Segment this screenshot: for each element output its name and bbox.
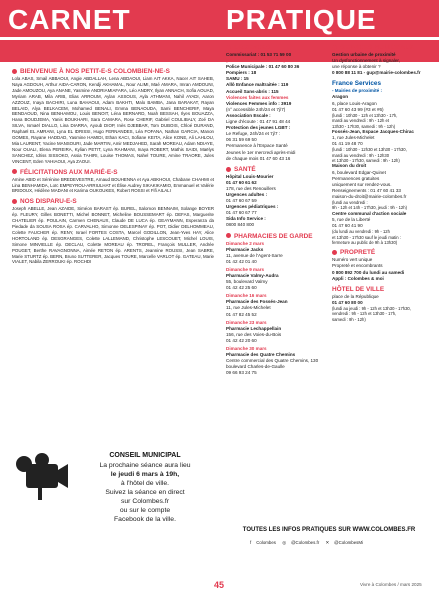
list-item [226,346,328,376]
list-item: 01 47 60 61 62 [226,179,257,185]
conseil-text: ou sur le compte [119,507,171,514]
list-item: (lundi au vendredi : [332,200,368,206]
pharmacy-phone: 01 42 42 20 60 [226,337,257,343]
list-item: 178, rue des Renouillers [226,185,276,191]
list-item: 01 47 60 67 77 [226,210,257,216]
hotel-de-ville-heading: HÔTEL DE VILLE [332,285,385,293]
social-link[interactable]: Colombes [256,540,277,545]
list-item: Numéro vert unique [332,257,373,263]
pharmacy-address: 55, boulevard Valmy [226,279,268,285]
list-item: 1, rue Jules-Michelet [332,135,375,141]
list-item: (n° accessible 24h/24 et 7j/7) [226,106,286,112]
pharmacy-name: Pharmacie des Fossés-Jean [226,299,288,305]
pharmacy-date: Dimanche 30 mars [226,346,267,352]
france-services-heading: France Services [332,80,382,88]
pharmacy-address: 11, rue Jules-Michelet [226,305,271,311]
page-number: 45 [214,580,225,590]
list-item: Aragon [332,94,349,100]
sante-heading: SANTÉ [226,166,328,174]
conseil-text: Suivez la séance en direct [105,489,185,496]
list-item: Sida Info Service : [226,216,266,222]
list-item: (attention : nouveau numéro) [226,58,285,64]
dot-icon [226,167,231,172]
list-item: Gestion urbaine de proximité [332,52,396,57]
list-item: fermeture au public de 9h à 13h30) [332,239,398,245]
marriages-heading: FÉLICITATIONS AUX MARIÉ-E-S [12,169,214,177]
facebook-icon[interactable]: f [250,540,252,545]
list-item: de chaque mois 01 47 60 43 16 [226,155,291,161]
instagram-icon[interactable]: ◎ [282,540,287,545]
pharmacy-phone: 09 66 93 24 75 [226,370,257,376]
urgences-list [226,52,328,162]
pharmacy-date: Dimanche 16 mars [226,293,267,299]
dot-icon [226,233,231,238]
france-services-list [332,94,432,245]
pharmacy-address: 11, avenue de l'Agent-Sarre [226,252,283,258]
list-item: Violences faites aux femmes [226,94,289,100]
pharmacy-name: Pharmacie des Quatre Chemins [226,352,296,358]
deaths-list: Joseph ABELLE, Jean AZAIDE, Siméon BARAST ép. BUREL, Salomon BENNAIM, Solange BOYER ép. FLEURY, Gilles BONETTI, Michel BONNET, Micheline BOUSSEMART ép. DEFAS, Marguerite CHATELIER ép. POULAIN, Carmen CHENAUX, Claude DE LUCA ép. GEAYMANN, Esperanza da Piedade da SOUSA ROSA ép. CARVALHO, Simonne DELESPINAY ép. POT, Didier DELHOMMEAU, Colette FAUCHER ép. RENY, Israel FORTES COSTA, Marcel GODILLON, Jean-Yves HAY, Alice HORTOLAND ép. DESGRANGES, Colette LALLEMAND, Christophe LESCOUET, Michel LOUIS, Simone MINVIELLE ép. DECLAU, Colette MOREAU ép. TROREL, François MULLER, Andrée POUGET, Berthe RAVAGNONNA, Aimée RETON ép. ARENTS, Jeannine ROUSSI, Jean SABRE, Marie STURTZ ép. BERN, Bruno SUTTERER, Jacques TOURE, Marcelle VARLOT ép. GATEAU, Marie VIALET, Nabila ZERROUKI ép. ROCHDI [12,206,214,265]
x-icon[interactable]: ✕ [325,540,330,545]
list-item: (lundi au jeudi : 9h - 12h et 13h30 - 17h30, [332,305,411,311]
conseil-text: à l'hôtel de ville. [120,480,170,487]
list-item: Maison du droit [332,163,367,169]
pharmacy-date: Dimanche 9 mars [226,266,265,272]
conseil-date: le jeudi 6 mars à 19h, [110,471,180,478]
list-item: Protection des jeunes LGBT : [226,125,291,131]
list-item: Urgences pédiatriques : [226,204,279,210]
page-title-right: PRATIQUE [226,4,377,35]
list-item: Commissariat : 01 53 71 59 00 [226,52,292,57]
list-item: Le Refuge, 24h/24 et 7j/7 : [226,131,281,137]
list-item: (du lundi au vendredi : 9h - 12h [332,229,390,235]
list-item: Allô Enfance maltraitée : 119 [226,82,289,88]
list-item [226,320,328,344]
marriages-list: Amine ABID et Sérénine BREDEVESTRE, Arnaud BOUHENNA et Aya ABKHOUI, Chabane CHAHMI et Lina BENHAMIDA, Loïc EMPEYROU-ARRIULHAT et Élise Audrey SIKAKIKAMIO, Emmanuel et Valérie BRIDOUX, Hédène MADANI et Karima OUKOUKES, Robert ROSSI et Fifi AILALI [12,176,214,194]
births-heading: BIENVENUE À NOS PETIT-E-S COLOMBIEN-NE-S [12,68,214,76]
pharmacy-date: Dimanche 23 mars [226,319,267,325]
list-item: mardi au vendredi : 9h - 12h30 [332,152,390,158]
website-banner[interactable]: TOUTES LES INFOS PRATIQUES SUR WWW.COLOMBES.FR [242,527,416,533]
list-item: Fossés-Jean, Espace Jacques-Chirac [332,128,414,134]
list-item: Un dysfonctionnement à signaler, [332,58,400,64]
pharmacy-name: Pharmacie Lechappellain [226,325,282,331]
france-services-subheading: - Mairies de proximité : [332,88,383,94]
page-title-left: CARNET [8,4,131,35]
header-left [0,0,220,62]
pharmacies-list [226,241,328,377]
conseil-text: La prochaine séance aura lieu [99,462,191,469]
proprete-heading: PROPRETÉ [332,249,432,257]
conseil-municipal [70,451,220,524]
urgences-heading: URGENCES [226,44,328,52]
dot-icon [332,250,337,255]
pharmacy-address: Centre commercial des Quatre Chemins, 130 boulevard Charles-de-Gaulle [226,358,319,370]
pharmacy-phone: 01 47 82 45 52 [226,311,257,317]
header-stripe [0,37,439,40]
heart-icon [12,69,17,74]
list-item: Hôpital Louis-Mourier [226,173,274,179]
list-item [226,267,328,291]
list-item: samedi : 9h - 12h) [332,316,366,322]
list-item: 06 31 59 69 50 [226,137,257,143]
list-item: 01 47 60 67 59 [226,198,257,204]
list-item: Appli : Colombes & moi [332,275,384,281]
conseil-text: sur Colombes.fr [121,498,169,505]
pharmacy-address: 156, rue des Voies-du-Bois [226,331,282,337]
list-item: place de la République [332,293,379,299]
list-item: Jeunes le 1er mercredi après-midi [226,149,296,155]
list-item: Accueil Sans-abris : 115 [226,88,279,94]
list-item: une réponse à obtenir ? [332,64,381,70]
camera-icon [12,450,70,502]
list-item: et 13h30 - 17h30, samedi : 9h - 12h) [332,158,400,164]
list-item: (lundi : 10h30 - 12h et 13h30 - 17h, [332,112,398,118]
right-column [332,44,432,326]
social-link[interactable]: @ColombesMi [334,540,364,545]
proprete-list [332,257,432,281]
pharmacy-phone: 01 42 42 25 60 [226,285,257,291]
list-item: 0800 840 800 [226,222,255,228]
pharmacy-phone: 01 42 42 01 40 [226,258,257,264]
list-item: Ligne d'écoute : 01 47 91 48 44 [226,119,291,125]
list-item: Permanence à l'Espace Santé [226,143,288,149]
list-item: Renseignements : 01 47 60 41 33 [332,187,401,193]
list-item: 01 47 60 43 99 (#3 et #6) [332,106,384,112]
list-item: et 13h30 - 17h30 sauf le jeudi matin : [332,234,401,240]
list-item: Pompiers : 18 [226,70,257,76]
sante-list [226,174,328,229]
services-heading: SERVICES MUNICIPAUX [332,44,432,52]
dot-icon [332,45,337,50]
list-item: SAMU : 15 [226,76,249,82]
list-item: 5, rue de la Liberté [332,216,371,222]
dot-icon [226,45,231,50]
list-item: 9h - 12h et 14h - 17h30, jeudi : 9h - 12h) [332,205,407,211]
pharmacy-name: Pharmacie Jacks [226,246,264,252]
list-item: Centre communal d'action sociale [332,210,407,216]
pharmacies-heading: PHARMACIES DE GARDE [226,233,328,241]
list-item: maison-du-droit@mairie-colombes.fr [332,193,407,199]
hotel-de-ville-list [332,294,432,322]
list-item [226,293,328,317]
list-item: 01 41 19 48 70 [332,141,363,147]
conseil-text: Facebook de la ville. [114,516,176,523]
list-item: 01 47 60 41 90 [332,223,363,229]
list-item: Propreté et encombrants [332,263,383,269]
list-item: uniquement sur rendez-vous. [332,181,392,187]
list-item: mardi au vendredi : 9h - 12h et [332,118,390,124]
births-list: Lola ABAS, Smail ABBAOUI, Angie ABDALLAH, Lena ABDAOUI, Liam AIT AKKA, Nacer AIT SAHEB, Naya AGDOUH, Arthur AIDA-CARON, Kendji AKHAMAL, Nour ALIMI, Maé AMARA, Imran AMDOUNI, Jade AMOUZOU, Aya ANANE, Yasmine ANDRIAMIAFARA, Léo ANDRY, Ilyan ANNACH, Sofia AOUAD, Myriam ARAB, Mila ARIB, Elias ARROUM, Aylan ASSOUS, Ayla ATHMANI, Nahil AYADI, Aaron AZZOUZ, Inaya BACHIRI, Luna BAHAOUI, Adam BAKHTI, Malo BAMBA, Jana BARAKAT, Rayan BELAID, Alya BELKACEM, Mohamed BENALI, Emma BENAOUDA, Sami BENCHERIF, Maya BENDAOUD, Nina BENHAMOU, Louis BENOIT, Léna BERNARD, Noah BESSAH, Ilyes BOUAZZA, Hana BOUDJEMA, Yanis BOUKHARI, Sara CAMARA, Rose CHERIF, Gabriel COULIBALY, Zoé DA SILVA, Ismaël DIALLO, Lina DIARRA, Ayoub DIOP, Inès DJEBBAR, Tom DUBOIS, Chloé DURAND, Raphaël EL AMRANI, Lyna EL IDRISSI, Hugo FERNANDES, Léa FOFANA, Nathan GARCIA, Manon GOMES, Rayane HADDAD, Yasmine HAMIDI, Ethan KACI, Sofiane KEITA, Alice KONE, Ali LAHLOU, Mia LAURENT, Yacine MANSOURI, Jade MARTIN, Amir MEDJAHED, Sarah MOREAU, Adam NDIAYE, Nour OUALI, Elena PEREIRA, Kylian PETIT, Lyna RAHMANI, Inaya ROBERT, Mathis SAIDI, Maëlys SANCHEZ, Idriss SISSOKO, Assia TAHIRI, Louise THOMAS, Nahel TOURE, Amine TRAORE, Jules VINCENT, Eden YAHIAOUI, Aya ZAOUI. [12,76,214,164]
services-list [332,52,432,76]
list-item: Violences Femmes info : 3919 [226,100,292,106]
list-item: 13h30 - 17h30, samedi : 9h - 12h) [332,123,396,129]
list-item: (lundi : 10h30 - 12h30 et 13h30 - 17h30, [332,147,407,153]
pharmacy-name: Pharmacie Valmy-Audra [226,273,279,278]
list-item: 0 800 892 700 du lundi au samedi [332,269,405,275]
list-item: 0 800 88 11 81 - gup@mairie-colombes.fr [332,70,421,76]
social-link[interactable]: @Colombes.fr [291,540,320,545]
list-item: Police Municipale : 01 47 60 80 36 [226,64,300,70]
list-item: Urgences adultes : [226,191,268,197]
list-item: 01 47 60 80 00 [332,299,363,305]
list-item: vendredi : 9h - 12h et 13h30 - 17h, [332,311,397,317]
list-item: 6, place Louis-Aragon [332,100,377,106]
list-item: 6, boulevard Edgar-Quinet [332,169,386,175]
dot-icon [12,199,17,204]
deaths-heading: NOS DISPARU-E-S [12,198,214,206]
magazine-title: Vivre à Colombes / mars 2025 [360,582,422,587]
list-item: Association Escale : [226,112,271,118]
conseil-title: CONSEIL MUNICIPAL [109,452,181,459]
left-column [12,68,214,269]
middle-column [226,44,328,381]
list-item [226,241,328,265]
pharmacy-date: Dimanche 2 mars [226,240,265,246]
social-links [250,540,420,546]
heart-icon [12,169,17,174]
list-item: Permanences gratuites [332,175,380,181]
